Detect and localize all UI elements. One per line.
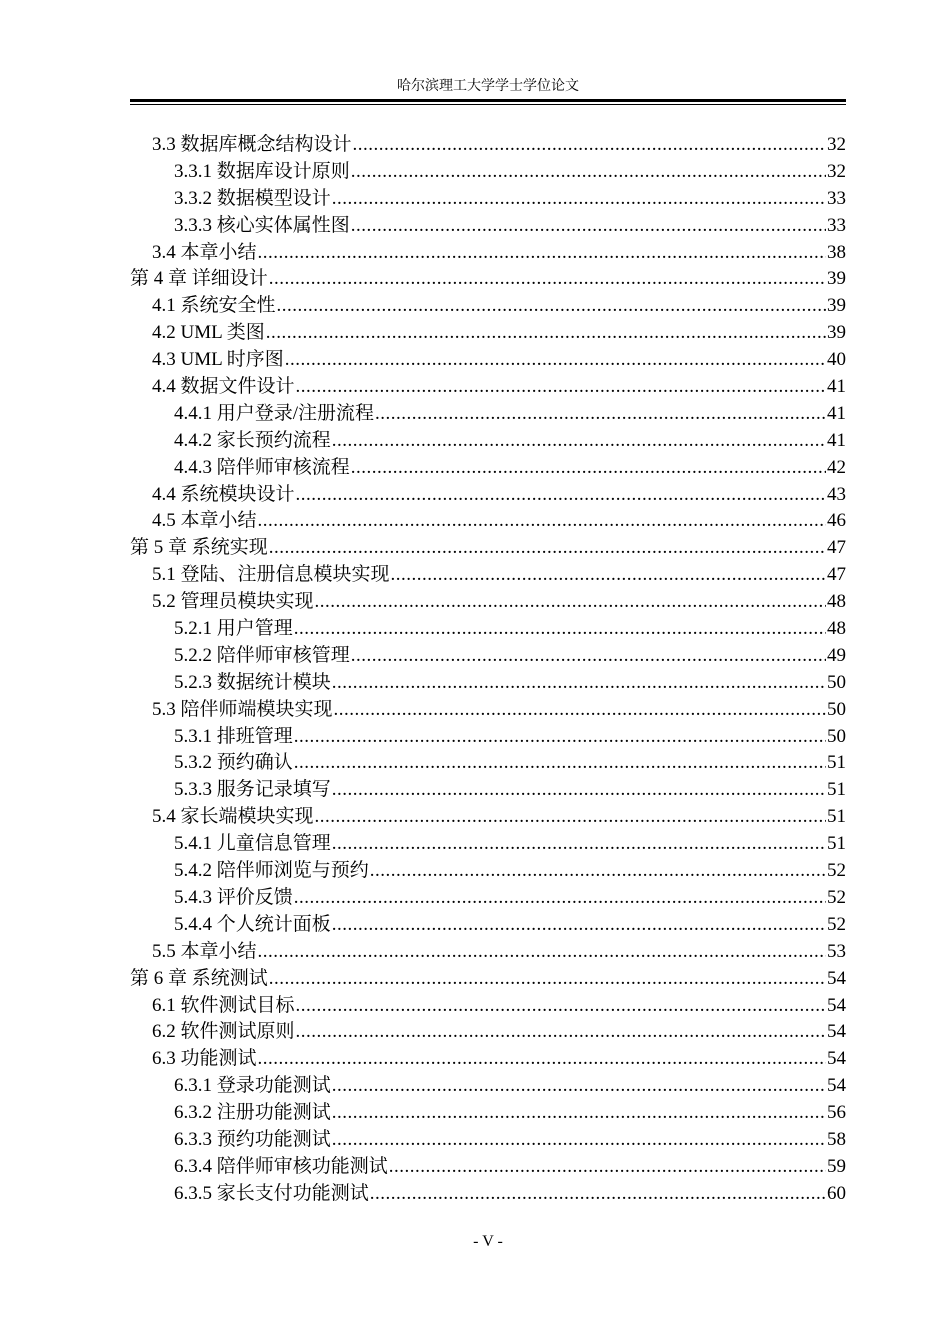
toc-dot-leader xyxy=(315,804,826,831)
toc-entry-label: 第 6 章 系统测试 xyxy=(130,967,268,989)
toc-dot-leader xyxy=(370,1181,826,1208)
toc-entry[interactable] xyxy=(130,831,846,858)
toc-dot-leader xyxy=(332,831,826,858)
toc-entry-page-number: 32 xyxy=(827,160,846,182)
toc-dot-leader xyxy=(269,266,826,293)
toc-entry-label: 3.3.2 数据模型设计 xyxy=(174,187,331,209)
toc-entry-page-number: 53 xyxy=(827,940,846,962)
toc-dot-leader xyxy=(269,966,826,993)
toc-entry-page-number: 54 xyxy=(827,994,846,1016)
toc-dot-leader xyxy=(294,616,826,643)
toc-entry-label: 3.3.3 核心实体属性图 xyxy=(174,214,350,236)
toc-entry-page-number: 59 xyxy=(827,1155,846,1177)
toc-dot-leader xyxy=(258,939,826,966)
toc-entry-page-number: 48 xyxy=(827,618,846,640)
toc-entry-page-number: 33 xyxy=(827,187,846,209)
toc-entry-label: 4.3 UML 时序图 xyxy=(152,349,284,371)
toc-entry-page-number: 51 xyxy=(827,833,846,855)
toc-entry-label: 5.3 陪伴师端模块实现 xyxy=(152,698,333,720)
toc-entry-label: 5.4.4 个人统计面板 xyxy=(174,913,331,935)
toc-entry-page-number: 38 xyxy=(827,241,846,263)
toc-entry-label: 第 4 章 详细设计 xyxy=(130,268,268,290)
toc-dot-leader xyxy=(332,186,826,213)
toc-entry-label: 4.4.3 陪伴师审核流程 xyxy=(174,456,350,478)
toc-entry-page-number: 39 xyxy=(827,295,846,317)
toc-entry[interactable] xyxy=(130,428,846,455)
toc-entry[interactable] xyxy=(130,482,846,509)
toc-entry-label: 6.3.2 注册功能测试 xyxy=(174,1102,331,1124)
toc-entry-page-number: 39 xyxy=(827,322,846,344)
toc-entry-page-number: 43 xyxy=(827,483,846,505)
toc-dot-leader xyxy=(332,1100,826,1127)
toc-entry-page-number: 39 xyxy=(827,268,846,290)
toc-entry[interactable] xyxy=(130,535,846,562)
toc-entry-label: 5.2.2 陪伴师审核管理 xyxy=(174,644,350,666)
toc-entry-label: 5.4.1 儿童信息管理 xyxy=(174,833,331,855)
toc-entry[interactable] xyxy=(130,589,846,616)
toc-entry-page-number: 49 xyxy=(827,644,846,666)
toc-entry[interactable] xyxy=(130,1100,846,1127)
toc-entry[interactable] xyxy=(130,643,846,670)
toc-entry-label: 6.3.1 登录功能测试 xyxy=(174,1075,331,1097)
toc-dot-leader xyxy=(351,159,826,186)
toc-dot-leader xyxy=(258,508,826,535)
toc-dot-leader xyxy=(351,213,826,240)
toc-entry[interactable] xyxy=(130,616,846,643)
toc-entry[interactable] xyxy=(130,1019,846,1046)
toc-entry-label: 4.4.2 家长预约流程 xyxy=(174,429,331,451)
toc-entry[interactable] xyxy=(130,724,846,751)
toc-entry-label: 4.4 数据文件设计 xyxy=(152,376,295,398)
toc-entry-page-number: 51 xyxy=(827,779,846,801)
toc-dot-leader xyxy=(296,1019,826,1046)
toc-entry-page-number: 54 xyxy=(827,1048,846,1070)
toc-entry-label: 5.2 管理员模块实现 xyxy=(152,591,314,613)
toc-entry[interactable] xyxy=(130,966,846,993)
toc-entry[interactable] xyxy=(130,401,846,428)
toc-entry-label: 3.4 本章小结 xyxy=(152,241,257,263)
toc-entry-page-number: 40 xyxy=(827,349,846,371)
toc-dot-leader xyxy=(294,724,826,751)
toc-dot-leader xyxy=(332,1073,826,1100)
page-header-title: 哈尔滨理工大学学士学位论文 xyxy=(397,79,579,94)
toc-entry-label: 6.1 软件测试目标 xyxy=(152,994,295,1016)
toc-dot-leader xyxy=(258,1046,826,1073)
toc-entry-page-number: 51 xyxy=(827,806,846,828)
toc-dot-leader xyxy=(315,589,826,616)
toc-entry-page-number: 54 xyxy=(827,967,846,989)
toc-entry[interactable] xyxy=(130,885,846,912)
toc-dot-leader xyxy=(269,535,826,562)
toc-entry-page-number: 47 xyxy=(827,537,846,559)
toc-entry[interactable] xyxy=(130,213,846,240)
toc-entry-label: 5.4.3 评价反馈 xyxy=(174,886,293,908)
toc-entry-page-number: 56 xyxy=(827,1102,846,1124)
toc-entry-page-number: 52 xyxy=(827,913,846,935)
toc-dot-leader xyxy=(296,993,826,1020)
toc-entry-page-number: 50 xyxy=(827,698,846,720)
toc-dot-leader xyxy=(332,428,826,455)
toc-entry[interactable] xyxy=(130,1073,846,1100)
toc-entry-page-number: 52 xyxy=(827,886,846,908)
toc-entry[interactable] xyxy=(130,670,846,697)
toc-entry[interactable] xyxy=(130,697,846,724)
toc-entry[interactable] xyxy=(130,186,846,213)
toc-entry[interactable] xyxy=(130,1127,846,1154)
toc-entry[interactable] xyxy=(130,266,846,293)
toc-dot-leader xyxy=(296,374,826,401)
toc-entry-label: 3.3 数据库概念结构设计 xyxy=(152,134,352,155)
toc-entry[interactable] xyxy=(130,858,846,885)
toc-entry[interactable] xyxy=(130,374,846,401)
toc-dot-leader xyxy=(334,697,826,724)
toc-dot-leader xyxy=(294,750,826,777)
toc-entry[interactable] xyxy=(130,347,846,374)
toc-entry-label: 4.4.1 用户登录/注册流程 xyxy=(174,402,375,424)
header-rule-thin xyxy=(130,104,846,105)
toc-entry-page-number: 51 xyxy=(827,752,846,774)
toc-entry[interactable] xyxy=(130,912,846,939)
toc-entry-label: 5.3.2 预约确认 xyxy=(174,752,293,774)
toc-entry[interactable] xyxy=(130,159,846,186)
toc-dot-leader xyxy=(258,240,826,267)
toc-dot-leader xyxy=(277,293,826,320)
toc-entry-page-number: 41 xyxy=(827,402,846,424)
toc-entry-label: 6.3 功能测试 xyxy=(152,1048,257,1070)
toc-entry-page-number: 48 xyxy=(827,591,846,613)
toc-entry[interactable] xyxy=(130,132,846,159)
toc-entry-label: 6.3.4 陪伴师审核功能测试 xyxy=(174,1155,388,1177)
toc-dot-leader xyxy=(351,455,826,482)
header-rule-thick xyxy=(130,99,846,102)
toc-entry-label: 5.3.3 服务记录填写 xyxy=(174,779,331,801)
toc-entry-page-number: 54 xyxy=(827,1021,846,1043)
toc-entry[interactable] xyxy=(130,750,846,777)
toc-entry-label: 5.5 本章小结 xyxy=(152,940,257,962)
toc-entry-page-number: 50 xyxy=(827,725,846,747)
page-number: - V - xyxy=(473,1233,503,1250)
toc-entry-page-number: 32 xyxy=(827,134,846,155)
toc-dot-leader xyxy=(294,885,826,912)
toc-entry[interactable] xyxy=(130,455,846,482)
toc-entry-label: 4.2 UML 类图 xyxy=(152,322,265,344)
toc-entry[interactable] xyxy=(130,993,846,1020)
toc-entry-label: 4.5 本章小结 xyxy=(152,510,257,532)
toc-entry-label: 6.3.5 家长支付功能测试 xyxy=(174,1182,369,1204)
toc-entry[interactable] xyxy=(130,562,846,589)
toc-entry[interactable] xyxy=(130,1046,846,1073)
toc-dot-leader xyxy=(266,320,826,347)
toc-dot-leader xyxy=(285,347,826,374)
toc-dot-leader xyxy=(332,1127,826,1154)
toc-entry-label: 5.2.3 数据统计模块 xyxy=(174,671,331,693)
toc-dot-leader xyxy=(351,643,826,670)
toc-entry-page-number: 46 xyxy=(827,510,846,532)
toc-entry-label: 第 5 章 系统实现 xyxy=(130,537,268,559)
toc-dot-leader xyxy=(370,858,826,885)
toc-entry-page-number: 47 xyxy=(827,564,846,586)
toc-entry-page-number: 41 xyxy=(827,376,846,398)
toc-entry-label: 3.3.1 数据库设计原则 xyxy=(174,160,350,182)
toc-entry[interactable] xyxy=(130,293,846,320)
toc-entry-page-number: 58 xyxy=(827,1128,846,1150)
toc-entry-page-number: 41 xyxy=(827,429,846,451)
toc-dot-leader xyxy=(389,1154,826,1181)
toc-entry-label: 4.4 系统模块设计 xyxy=(152,483,295,505)
toc-entry-label: 6.2 软件测试原则 xyxy=(152,1021,295,1043)
toc-entry-label: 5.3.1 排班管理 xyxy=(174,725,293,747)
toc-dot-leader xyxy=(375,401,826,428)
toc-dot-leader xyxy=(332,912,826,939)
toc-entry-page-number: 42 xyxy=(827,456,846,478)
toc-dot-leader xyxy=(332,777,826,804)
toc-entry-label: 5.4 家长端模块实现 xyxy=(152,806,314,828)
toc-entry[interactable] xyxy=(130,804,846,831)
toc-entry[interactable] xyxy=(130,939,846,966)
toc-dot-leader xyxy=(296,482,826,509)
toc-dot-leader xyxy=(332,670,826,697)
toc-entry-page-number: 52 xyxy=(827,860,846,882)
toc-entry-page-number: 60 xyxy=(827,1182,846,1204)
toc-entry[interactable] xyxy=(130,320,846,347)
toc-entry-label: 5.1 登陆、注册信息模块实现 xyxy=(152,564,390,586)
toc-entry-label: 5.4.2 陪伴师浏览与预约 xyxy=(174,860,369,882)
toc-entry[interactable] xyxy=(130,1154,846,1181)
toc-entry-label: 5.2.1 用户管理 xyxy=(174,618,293,640)
toc-dot-leader xyxy=(391,562,826,589)
toc-entry[interactable] xyxy=(130,777,846,804)
toc-entry-page-number: 50 xyxy=(827,671,846,693)
toc-entry-label: 6.3.3 预约功能测试 xyxy=(174,1128,331,1150)
toc-entry-page-number: 33 xyxy=(827,214,846,236)
toc-entry-page-number: 54 xyxy=(827,1075,846,1097)
toc-entry[interactable] xyxy=(130,240,846,267)
toc-dot-leader xyxy=(353,132,826,159)
table-of-contents xyxy=(130,132,846,1208)
toc-entry-label: 4.1 系统安全性 xyxy=(152,295,276,317)
toc-entry[interactable] xyxy=(130,508,846,535)
toc-entry[interactable] xyxy=(130,1181,846,1208)
